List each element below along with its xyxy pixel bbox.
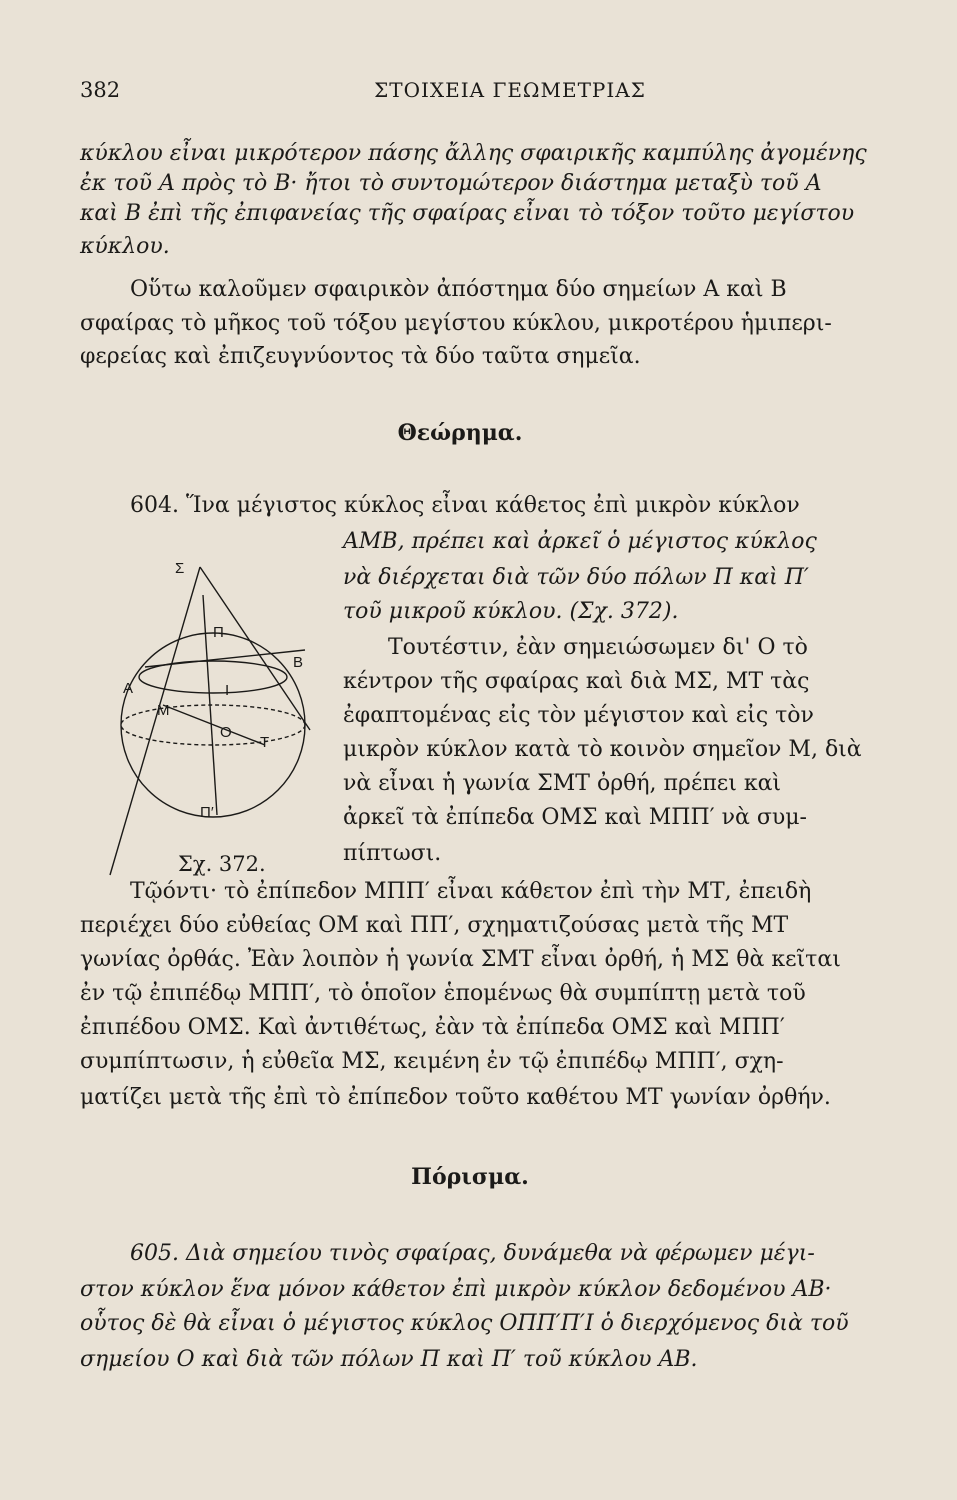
figure-372 xyxy=(105,555,345,885)
theorem-heading: Θεώρημα. xyxy=(397,420,523,446)
text-line: κύκλου. xyxy=(80,234,170,259)
theorem-line: ΑΜΒ, πρέπει καὶ ἀρκεῖ ὁ μέγιστος κύκλος xyxy=(343,529,817,554)
theorem-line: μικρὸν κύκλον κατὰ τὸ κοινὸν σημεῖον Μ, διὰ xyxy=(343,737,862,762)
proof-line: συμπίπτωσιν, ἡ εὐθεῖα ΜΣ, κειμένη ἐν τῷ ἐπιπέδῳ ΜΠΠ′, σχη- xyxy=(80,1049,784,1074)
text-line: σφαίρας τὸ μῆκος τοῦ τόξου μεγίστου κύκλου, μικροτέρου ἡμιπερι- xyxy=(80,311,832,336)
label-pi: Π xyxy=(213,624,224,641)
page-number: 382 xyxy=(80,78,121,102)
proof-line: Τῷόντι· τὸ ἐπίπεδον ΜΠΠ′ εἶναι κάθετον ἐπὶ τὴν ΜΤ, ἐπειδὴ xyxy=(130,879,812,904)
corollary-heading: Πόρισμα. xyxy=(411,1164,529,1190)
proof-line: ματίζει μετὰ τῆς ἐπὶ τὸ ἐπίπεδον τοῦτο καθέτου ΜΤ γωνίαν ὀρθήν. xyxy=(80,1085,831,1110)
label-b: Β xyxy=(293,654,304,671)
proof-line: ἐν τῷ ἐπιπέδῳ ΜΠΠ′, τὸ ὁποῖον ἑπομένως θὰ συμπίπτῃ μετὰ τοῦ xyxy=(80,981,806,1006)
theorem-line: νὰ διέρχεται διὰ τῶν δύο πόλων Π καὶ Π′ xyxy=(343,565,809,590)
tangent-mt xyxy=(163,705,265,745)
theorem-line: 604. Ἵνα μέγιστος κύκλος εἶναι κάθετος ἐπὶ μικρὸν κύκλον xyxy=(130,493,800,518)
label-iota: Ι xyxy=(225,682,230,699)
label-m: Μ xyxy=(157,702,170,719)
corollary-line: 605. Διὰ σημείου τινὸς σφαίρας, δυνάμεθα νὰ φέρωμεν μέγι- xyxy=(130,1241,815,1266)
label-t: Τ xyxy=(260,734,270,751)
label-o: Ο xyxy=(220,724,232,741)
figure-caption: Σχ. 372. xyxy=(178,852,266,876)
text-line: Οὕτω καλοῦμεν σφαιρικὸν ἀπόστημα δύο σημείων Α καὶ Β xyxy=(130,277,787,302)
proof-line: περιέχει δύο εὐθείας ΟΜ καὶ ΠΠ′, σχηματιζούσας μετὰ τῆς ΜΤ xyxy=(80,913,789,938)
proof-line: ἐπιπέδου ΟΜΣ. Καὶ ἀντιθέτως, ἐὰν τὰ ἐπίπεδα ΟΜΣ καὶ ΜΠΠ′ xyxy=(80,1015,785,1040)
theorem-line: ἀρκεῖ τὰ ἐπίπεδα ΟΜΣ καὶ ΜΠΠ′ νὰ συμ- xyxy=(343,805,807,830)
text-line: φερείας καὶ ἐπιζευγνύοντος τὰ δύο ταῦτα σημεῖα. xyxy=(80,344,641,369)
chord-ab xyxy=(145,650,305,667)
theorem-line: τοῦ μικροῦ κύκλου. (Σχ. 372). xyxy=(343,599,679,624)
text-line: κύκλου εἶναι μικρότερον πάσης ἄλλης σφαιρικῆς καμπύλης ἀγομένης xyxy=(80,141,867,166)
running-title: ΣΤΟΙΧΕΙΑ ΓΕΩΜΕΤΡΙΑΣ xyxy=(374,78,646,102)
theorem-line: ἐφαπτομένας εἰς τὸν μέγιστον καὶ εἰς τὸν xyxy=(343,703,814,728)
corollary-line: στον κύκλον ἕνα μόνον κάθετον ἐπὶ μικρὸν κύκλον δεδομένου ΑΒ· xyxy=(80,1277,832,1302)
corollary-line: οὗτος δὲ θὰ εἶναι ὁ μέγιστος κύκλος ΟΠΠ′Π′Ι ὁ διερχόμενος διὰ τοῦ xyxy=(80,1311,849,1336)
text-line: καὶ Β ἐπὶ τῆς ἐπιφανείας τῆς σφαίρας εἶναι τὸ τόξον τοῦτο μεγίστου xyxy=(80,201,855,226)
proof-line: γωνίας ὀρθάς. Ἐὰν λοιπὸν ἡ γωνία ΣΜΤ εἶναι ὀρθή, ἡ ΜΣ θὰ κεῖται xyxy=(80,947,841,972)
label-a: Α xyxy=(123,680,134,697)
page-header xyxy=(80,78,880,108)
theorem-line: κέντρον τῆς σφαίρας καὶ διὰ ΜΣ, ΜΤ τὰς xyxy=(343,669,810,694)
label-sigma: Σ xyxy=(175,560,185,577)
theorem-line: Τουτέστιν, ἐὰν σημειώσωμεν δι' Ο τὸ xyxy=(388,635,808,660)
theorem-line: πίπτωσι. xyxy=(343,841,442,866)
label-pi-prime: Π′ xyxy=(200,804,214,821)
corollary-line: σημείου Ο καὶ διὰ τῶν πόλων Π καὶ Π′ τοῦ κύκλου ΑΒ. xyxy=(80,1347,698,1372)
theorem-line: νὰ εἶναι ἡ γωνία ΣΜΤ ὀρθή, πρέπει καὶ xyxy=(343,771,782,796)
text-line: ἐκ τοῦ Α πρὸς τὸ Β· ἤτοι τὸ συντομώτερον διάστημα μεταξὺ τοῦ Α xyxy=(80,171,822,196)
